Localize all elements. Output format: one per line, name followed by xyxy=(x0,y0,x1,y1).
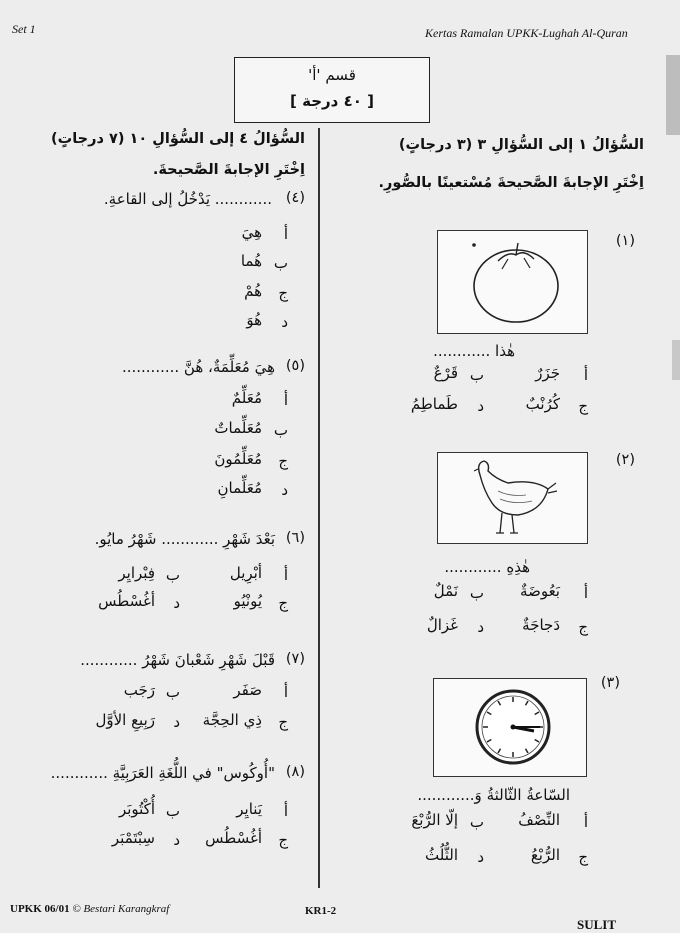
question-stem: هٰذِهِ ............ xyxy=(444,558,530,576)
option-letter: ب xyxy=(165,802,180,820)
question-2-picture xyxy=(437,452,588,544)
question-stem: "أُوكُوس" في اللُّغَةِ العَرَبِيَّةِ ............ xyxy=(50,764,275,782)
section-marks: [ ٤٠ درجة ] xyxy=(290,92,374,110)
question-3-picture xyxy=(433,678,587,777)
question-stem: هٰذا ............ xyxy=(433,342,515,360)
tomato-icon xyxy=(438,231,587,333)
option-letter: أ xyxy=(283,225,288,243)
option-text[interactable]: جَزَرٌ xyxy=(535,364,560,382)
page-number: KR1-2 xyxy=(305,905,337,917)
option-text[interactable]: غَزالٌ xyxy=(426,616,458,634)
option-text[interactable]: مُعَلِّماتٌ xyxy=(214,419,262,437)
set-label: Set 1 xyxy=(12,22,36,36)
option-text[interactable]: فِبْرايِر xyxy=(118,564,155,582)
option-letter: ج xyxy=(278,713,288,731)
question-number: (٦) xyxy=(285,530,305,546)
question-1-picture xyxy=(437,230,588,334)
option-text[interactable]: أُكْتُوبَر xyxy=(118,800,155,818)
option-text[interactable]: هُوَ xyxy=(246,311,262,329)
option-text[interactable]: يُونْيُو xyxy=(233,592,262,610)
option-text[interactable]: نَمْلٌ xyxy=(433,582,458,600)
section-box xyxy=(234,57,430,123)
left-instruction: اِخْتَرِ الإجابةَ الصَّحيحةَ. xyxy=(152,162,305,178)
option-text[interactable]: الثُّلُثُ xyxy=(425,846,458,864)
option-letter: أ xyxy=(283,391,288,409)
option-letter: د xyxy=(173,831,180,849)
option-letter: ج xyxy=(578,618,588,636)
option-letter: ج xyxy=(278,831,288,849)
option-letter: ج xyxy=(278,284,288,302)
question-stem: ............ يَدْخُلُ إلى القاعةِ. xyxy=(103,190,272,208)
option-letter: د xyxy=(477,848,484,866)
option-text[interactable]: دَجاجَةٌ xyxy=(522,616,560,634)
section-title: قسم 'أ' xyxy=(308,66,356,84)
question-number: (٣) xyxy=(600,675,620,691)
option-letter: د xyxy=(173,594,180,612)
option-letter: أ xyxy=(283,802,288,820)
option-text[interactable]: أغُسْطُس xyxy=(205,829,262,847)
option-text[interactable]: قَرْعٌ xyxy=(433,364,458,382)
option-letter: ب xyxy=(165,566,180,584)
option-letter: ب xyxy=(469,584,484,602)
option-letter: ب xyxy=(273,421,288,439)
option-text[interactable]: إلّا الرُّبْعَ xyxy=(411,811,458,829)
option-text[interactable]: سِبْتَمْبَر xyxy=(111,829,155,847)
option-text[interactable]: الرُّبْعُ xyxy=(530,846,560,864)
option-text[interactable]: يَنايِر xyxy=(236,800,262,818)
question-number: (٧) xyxy=(285,651,305,667)
option-letter: د xyxy=(281,481,288,499)
option-text[interactable]: بَعُوضَةٌ xyxy=(520,582,560,600)
scan-edge-mark xyxy=(672,340,680,380)
right-heading: السُّؤالُ ١ إلى السُّؤالِ ٣ (٣ درجاتٍ) xyxy=(398,137,644,153)
question-number: (٥) xyxy=(285,358,305,374)
paper-code: UPKK 06/01 xyxy=(10,903,70,915)
option-letter: ب xyxy=(469,366,484,384)
option-text[interactable]: هُمْ xyxy=(244,282,262,300)
question-stem: بَعْدَ شَهْرِ ............ شَهْرُ مايُو. xyxy=(94,530,275,548)
option-text[interactable]: مُعَلِّمٌ xyxy=(231,389,262,407)
option-text[interactable]: أبْرِيل xyxy=(229,564,262,582)
option-text[interactable]: رَبِيعِ الأوَّل xyxy=(95,711,155,729)
option-text[interactable]: كُرُنْبٌ xyxy=(525,395,560,413)
option-text[interactable]: النِّصْفُ xyxy=(518,811,560,829)
paper-title: Kertas Ramalan UPKK-Lughah Al-Quran xyxy=(425,26,628,40)
hen-icon xyxy=(438,453,587,543)
option-text[interactable]: هِيَ xyxy=(241,223,262,241)
option-text[interactable]: ذِي الحِجَّة xyxy=(202,711,262,729)
option-letter: د xyxy=(477,618,484,636)
option-text[interactable]: أغُسْطُس xyxy=(98,592,155,610)
question-stem: هِيَ مُعَلِّمَةٌ، هُنَّ ............ xyxy=(121,358,275,376)
footer-left xyxy=(10,903,169,915)
option-text[interactable]: طَماطِمُ xyxy=(410,395,458,413)
option-letter: د xyxy=(173,713,180,731)
option-text[interactable]: مُعَلِّمانِ xyxy=(217,479,262,497)
question-number: (٤) xyxy=(285,190,305,206)
option-letter: د xyxy=(281,313,288,331)
option-letter: ج xyxy=(578,397,588,415)
clock-icon xyxy=(434,679,586,776)
option-letter: ب xyxy=(469,813,484,831)
option-letter: ب xyxy=(273,254,288,272)
question-number: (١) xyxy=(615,233,635,249)
question-stem: قَبْلَ شَهْرِ شَعْبانَ شَهْرُ ............ xyxy=(80,651,275,669)
publisher: © Bestari Karangkraf xyxy=(72,903,170,915)
question-stem: السّاعةُ الثّالثةُ وَ............ xyxy=(417,786,570,804)
option-letter: ج xyxy=(278,452,288,470)
option-letter: ب xyxy=(165,683,180,701)
option-text[interactable]: مُعَلِّمُونَ xyxy=(214,450,262,468)
option-letter: ج xyxy=(578,848,588,866)
option-text[interactable]: صَفَر xyxy=(233,681,262,699)
option-letter: د xyxy=(477,397,484,415)
confidential-stamp: SULIT xyxy=(577,917,617,932)
option-letter: أ xyxy=(583,366,588,384)
option-text[interactable]: هُما xyxy=(240,252,262,270)
left-heading: السُّؤالُ ٤ إلى السُّؤالِ ١٠ (٧ درجاتٍ) xyxy=(51,131,305,147)
option-letter: أ xyxy=(583,584,588,602)
column-divider xyxy=(318,128,320,888)
option-letter: أ xyxy=(283,566,288,584)
option-letter: أ xyxy=(583,813,588,831)
question-number: (٢) xyxy=(615,452,635,468)
option-letter: أ xyxy=(283,683,288,701)
scan-edge-mark xyxy=(666,55,680,135)
question-number: (٨) xyxy=(285,764,305,780)
right-instruction: اِخْتَرِ الإجابةَ الصَّحيحةَ مُسْتعينًا بالصُّورِ. xyxy=(378,175,644,191)
option-letter: ج xyxy=(278,594,288,612)
option-text[interactable]: رَجَب xyxy=(123,681,155,699)
